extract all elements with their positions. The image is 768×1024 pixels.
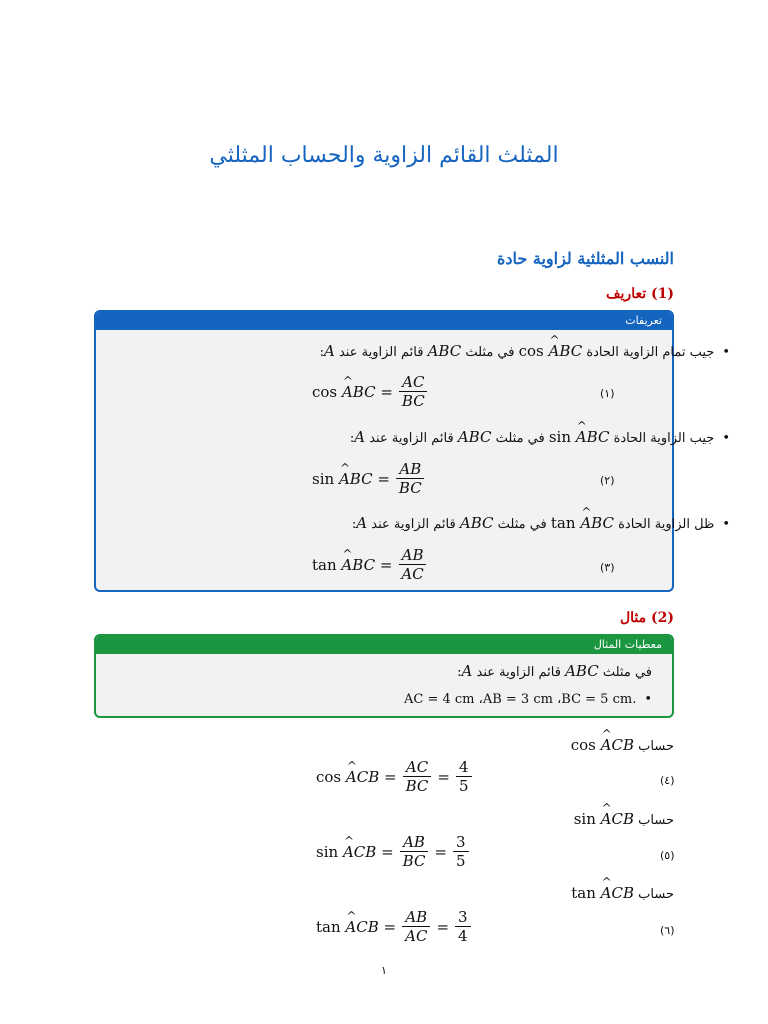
subsection-definitions: (1) تعاريف: [606, 286, 674, 302]
example-given-line: في مثلث ABC قائم الزاوية عند A:: [457, 662, 652, 680]
equation-number: (٥): [660, 849, 675, 862]
equation-number: (٦): [660, 924, 675, 937]
definition-item: •جيب تمام الزاوية الحادة cos ^ ABC في مثلث ABC قائم الزاوية عند A:: [320, 342, 730, 360]
page-number: ١: [381, 964, 387, 977]
equation-number: (٣): [600, 561, 615, 574]
equation-tan-def: tan ^ ABC = $\frac{AB}{AC}$: [312, 546, 433, 583]
example-values-line: •.AC = 4 cm ،AB = 3 cm ،BC = 5 cm: [404, 692, 652, 707]
equation-number: (٤): [660, 774, 675, 787]
equation-sin-def: sin ^ ABC = $\frac{AB}{BC}$: [312, 460, 431, 497]
calc-heading-sin: حساب sin ^ ACB: [574, 810, 674, 828]
equation-sin-calc: sin ^ ACB = $\frac{AB}{BC}$ = $\frac{3}{5}$: [316, 833, 475, 870]
equation-number: (٢): [600, 474, 615, 487]
calc-heading-cos: حساب cos ^ ACB: [571, 736, 674, 754]
definitions-box-header: تعريفات: [96, 312, 672, 330]
equation-number: (١): [600, 387, 615, 400]
definition-item: •ظل الزاوية الحادة tan ^ ABC في مثلث ABC قائم الزاوية عند A:: [352, 514, 730, 532]
equation-cos-def: cos ^ ABC = $\frac{AC}{BC}$: [312, 373, 434, 410]
equation-cos-calc: cos ^ ACB = $\frac{AC}{BC}$ = $\frac{4}{5}$: [316, 758, 478, 795]
section-heading: النسب المثلثية لزاوية حادة: [497, 249, 674, 268]
calc-heading-tan: حساب tan ^ ACB: [571, 884, 674, 902]
definition-item: •جيب الزاوية الحادة sin ^ ABC في مثلث ABC قائم الزاوية عند A:: [350, 428, 730, 446]
subsection-example: (2) مثال: [619, 610, 674, 626]
equation-tan-calc: tan ^ ACB = $\frac{AB}{AC}$ = $\frac{3}{4}$: [316, 908, 477, 945]
example-box-header: معطيات المثال: [96, 636, 672, 654]
page-title: المثلث القائم الزاوية والحساب المثلثي: [209, 143, 559, 168]
